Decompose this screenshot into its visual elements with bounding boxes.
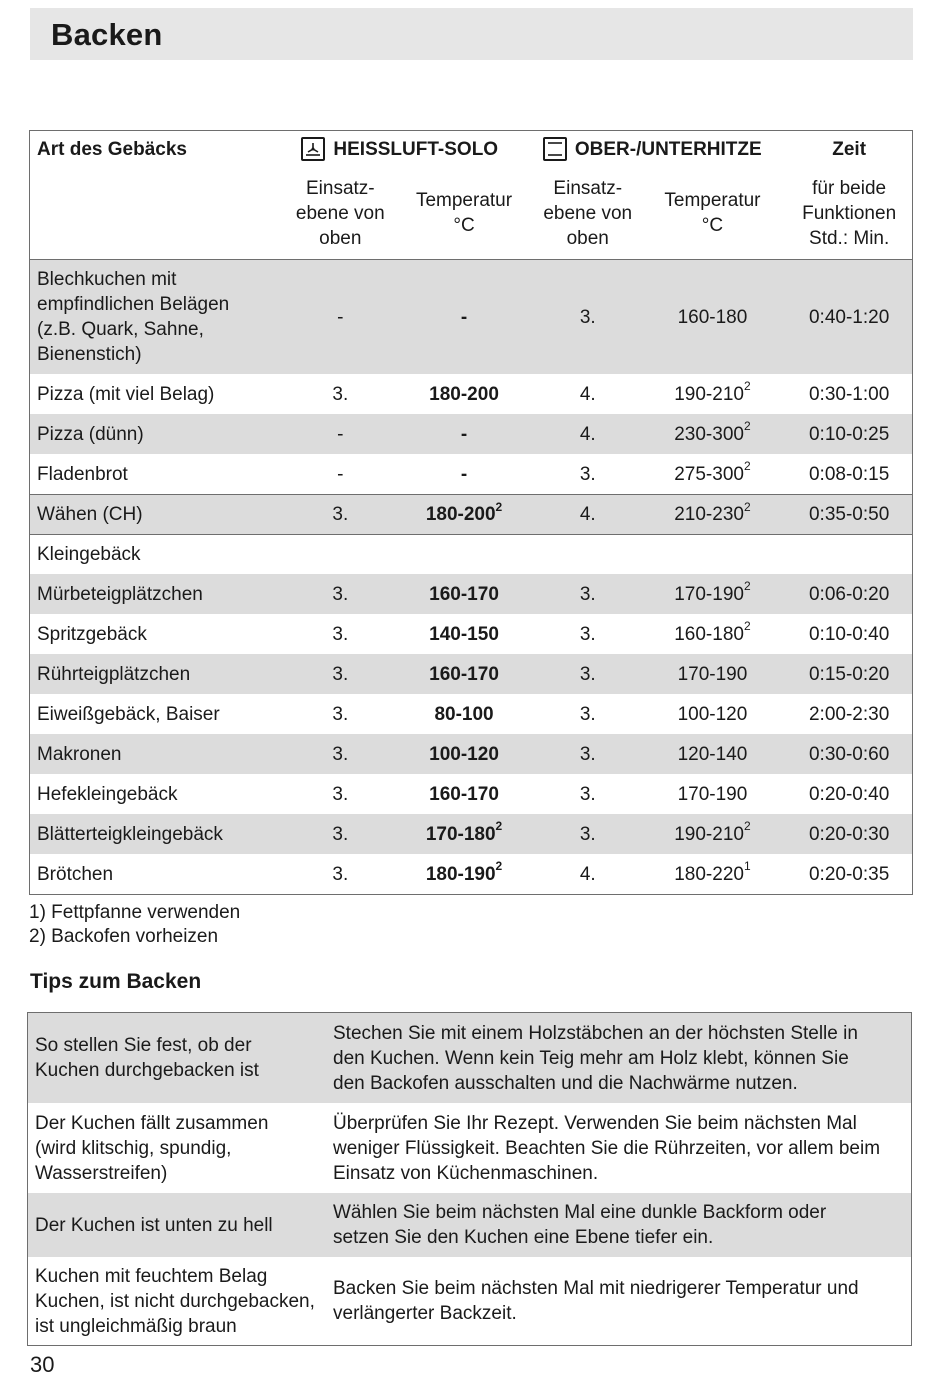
table-row: [30, 774, 912, 814]
row-ou-temp: 170-190: [677, 663, 748, 685]
table-row: [30, 854, 912, 894]
row-ou-level: 4.: [579, 383, 596, 405]
footnote-ref: 2: [743, 379, 751, 394]
row-hl-level: 3.: [332, 623, 349, 645]
row-ou-level: 3.: [579, 823, 596, 845]
row-ou-temp: 100-120: [677, 703, 748, 725]
tips-row: [28, 1103, 911, 1193]
page-title: Backen: [51, 17, 163, 52]
row-ou-temp: 160-180: [677, 306, 748, 328]
row-type: Kleingebäck: [37, 544, 141, 565]
tips-solution: Wählen Sie beim nächsten Mal eine dunkle Backform oder setzen Sie den Kuchen eine Ebene tiefer ein.: [333, 1202, 827, 1248]
row-hl-temp: 100-120: [429, 743, 499, 765]
footnote-ref: 2: [495, 499, 503, 514]
row-type: Pizza (dünn): [37, 423, 144, 445]
row-zeit: 0:15-0:20: [808, 663, 890, 685]
baking-table: [29, 130, 913, 895]
title-bar: [30, 8, 913, 60]
row-zeit: 0:40-1:20: [808, 306, 890, 328]
row-hl-level: 3.: [332, 743, 349, 765]
tips-solution: Backen Sie beim nächsten Mal mit niedrigerer Temperatur und verlängerter Backzeit.: [333, 1278, 859, 1324]
row-hl-level: 3.: [332, 583, 349, 605]
row-hl-level: -: [337, 423, 344, 445]
row-hl-level: 3.: [332, 863, 349, 885]
row-hl-level: -: [337, 306, 344, 328]
table-row: [30, 414, 912, 454]
table-row: [30, 574, 912, 614]
tips-solution: Überprüfen Sie Ihr Rezept. Verwenden Sie beim nächsten Mal weniger Flüssigkeit. Beachten Sie die Rührzeiten, vor allem beim Einsatz von Küchenmaschinen.: [333, 1112, 881, 1184]
header-oberunter-label: OBER-/UNTERHITZE: [574, 138, 762, 160]
footnote-ref: 2: [743, 459, 751, 474]
table-row: [30, 694, 912, 734]
row-type: Makronen: [37, 743, 122, 765]
footnotes: [29, 901, 240, 949]
footnote-ref: 2: [495, 819, 503, 834]
table-row: [30, 454, 912, 494]
row-hl-level: 3.: [332, 383, 349, 405]
header-heissluft-label: HEISSLUFT-SOLO: [333, 138, 499, 160]
row-hl-level: 3.: [332, 783, 349, 805]
row-ou-level: 4.: [579, 863, 596, 885]
row-type: Spritzgebäck: [37, 623, 147, 645]
table-body: [30, 259, 912, 894]
row-zeit: 0:35-0:50: [808, 504, 890, 525]
row-type: Mürbeteigplätzchen: [37, 583, 203, 605]
row-ou-level: 3.: [579, 583, 596, 605]
row-hl-temp: $170-180^2$: [425, 819, 503, 845]
subheader-ou-level: Einsatz- ebene von oben: [543, 177, 633, 249]
row-zeit: 0:30-1:00: [808, 383, 890, 405]
row-ou-level: 3.: [579, 743, 596, 765]
header-heissluft: [289, 137, 536, 162]
row-hl-temp: 180-200: [429, 383, 499, 405]
row-zeit: 0:30-0:60: [808, 743, 890, 765]
row-type: Eiweißgebäck, Baiser: [37, 703, 220, 725]
row-ou-temp: 120-140: [677, 743, 748, 765]
table-row: [30, 614, 912, 654]
row-hl-level: -: [337, 463, 344, 485]
footnote-ref: 2: [743, 419, 751, 434]
tips-table: [27, 1012, 912, 1346]
subheader-hl-temp: Temperatur °C: [415, 190, 513, 236]
footnote-1: 1) Fettpfanne verwenden: [29, 902, 241, 923]
row-hl-temp: 160-170: [429, 583, 499, 605]
row-type: Brötchen: [37, 863, 114, 885]
row-zeit: 2:00-2:30: [808, 703, 890, 725]
footnote-ref: 2: [743, 579, 751, 594]
row-type: Wähen (CH): [37, 504, 143, 525]
row-type: Hefekleingebäck: [37, 783, 178, 805]
row-ou-level: 3.: [579, 663, 596, 685]
table-row: [30, 734, 912, 774]
row-zeit: 0:20-0:35: [808, 863, 890, 885]
row-ou-temp: $275-300^2$: [674, 459, 751, 485]
row-ou-temp: $160-180^2$: [674, 619, 751, 645]
row-ou-level: 3.: [579, 703, 596, 725]
tips-solution: Stechen Sie mit einem Holzstäbchen an der höchsten Stelle in den Kuchen. Wenn kein Teig mehr am Holz klebt, können Sie den Backofen ausschalten und die Nachwärme nutzen.: [333, 1022, 858, 1094]
row-zeit: 0:20-0:30: [808, 823, 890, 845]
row-hl-temp: $180-190^2$: [425, 859, 503, 885]
footnote-ref: 2: [743, 619, 751, 634]
row-ou-temp: $190-210^2$: [674, 379, 751, 405]
top-bottom-heat-icon: [543, 137, 567, 161]
tips-row: [28, 1013, 911, 1103]
subheader-hl-level: Einsatz- ebene von oben: [295, 177, 385, 249]
header-zeit: Zeit: [832, 138, 867, 160]
row-hl-temp: $180-200^2$: [425, 499, 503, 525]
table-row: [30, 654, 912, 694]
row-hl-temp: -: [460, 306, 468, 328]
row-hl-level: 3.: [332, 703, 349, 725]
row-type: Rührteigplätzchen: [37, 663, 191, 685]
footnote-ref: 2: [495, 859, 503, 874]
row-ou-level: 3.: [579, 306, 596, 328]
row-ou-level: 4.: [579, 504, 596, 525]
header-type: Art des Gebäcks: [37, 138, 187, 160]
row-hl-temp: -: [460, 463, 468, 485]
table-row: [30, 494, 912, 534]
row-ou-level: 3.: [579, 783, 596, 805]
subheader-zeit: für beide Funktionen Std.: Min.: [802, 177, 897, 249]
table-subheader-row: [30, 167, 912, 259]
tips-problem: Der Kuchen ist unten zu hell: [35, 1214, 273, 1236]
row-ou-temp: $190-210^2$: [674, 819, 751, 845]
tips-problem: So stellen Sie fest, ob der Kuchen durchgebacken ist: [35, 1035, 259, 1081]
footnote-ref: 1: [743, 859, 751, 874]
row-ou-temp: $180-220^1$: [674, 859, 751, 885]
row-hl-level: 3.: [332, 504, 349, 525]
row-type: Fladenbrot: [37, 463, 128, 485]
row-type: Pizza (mit viel Belag): [37, 383, 215, 405]
row-zeit: 0:08-0:15: [808, 463, 890, 485]
row-hl-temp: 140-150: [429, 623, 499, 645]
footnote-2: 2) Backofen vorheizen: [29, 926, 219, 947]
row-zeit: 0:20-0:40: [808, 783, 890, 805]
table-row: [30, 259, 912, 374]
header-oberunter: [537, 137, 786, 162]
row-hl-level: 3.: [332, 823, 349, 845]
tips-row: [28, 1257, 911, 1345]
footnote-ref: 2: [743, 819, 751, 834]
subheader-ou-temp: Temperatur °C: [664, 190, 761, 236]
row-ou-temp: $170-190^2$: [674, 579, 751, 605]
row-hl-temp: -: [460, 423, 468, 445]
row-ou-temp: $210-230^2$: [674, 499, 751, 525]
tips-problem: Der Kuchen fällt zusammen (wird klitschig, spundig, Wasserstreifen): [35, 1112, 269, 1184]
table-row: [30, 534, 912, 574]
tips-row: [28, 1193, 911, 1257]
row-ou-level: 3.: [579, 623, 596, 645]
fan-heat-icon: [301, 137, 325, 161]
row-zeit: 0:06-0:20: [808, 583, 890, 605]
row-type: Blechkuchen mit empfindlichen Belägen (z.B. Quark, Sahne, Bienenstich): [37, 269, 230, 365]
row-zeit: 0:10-0:25: [808, 423, 890, 445]
footnote-ref: 2: [743, 499, 751, 514]
row-type: Blätterteigkleingebäck: [37, 823, 223, 845]
row-hl-level: 3.: [332, 663, 349, 685]
row-ou-level: 3.: [579, 463, 596, 485]
page-number: 30: [30, 1352, 55, 1377]
table-row: [30, 814, 912, 854]
row-hl-temp: 80-100: [434, 703, 494, 725]
row-ou-temp: 170-190: [677, 783, 748, 805]
tips-problem: Kuchen mit feuchtem Belag Kuchen, ist nicht durchgebacken, ist ungleichmäßig braun: [35, 1265, 315, 1337]
tips-title: Tips zum Backen: [30, 970, 202, 993]
row-hl-temp: 160-170: [429, 783, 499, 805]
table-header-row: [30, 131, 912, 167]
row-ou-level: 4.: [579, 423, 596, 445]
table-row: [30, 374, 912, 414]
row-ou-temp: $230-300^2$: [674, 419, 751, 445]
row-zeit: 0:10-0:40: [808, 623, 890, 645]
row-hl-temp: 160-170: [429, 663, 499, 685]
